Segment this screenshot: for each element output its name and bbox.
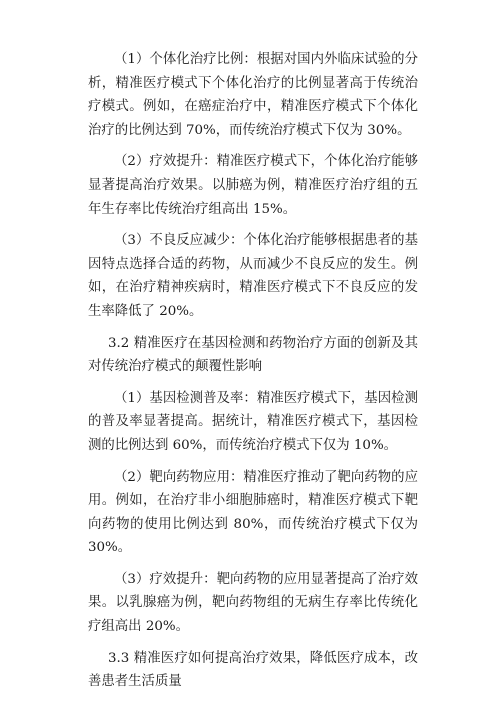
section-heading-3-3: 3.3 精准医疗如何提高治疗效果，降低医疗成本，改善患者生活质量 bbox=[88, 650, 418, 690]
paragraph-efficacy-improvement: （2）疗效提升：精准医疗模式下，个体化治疗能够显著提高治疗效果。以肺癌为例，精准医疗治疗组的五年生存率比传统治疗组高出 15%。 bbox=[88, 154, 418, 217]
section-heading-3-2: 3.2 精准医疗在基因检测和药物治疗方面的创新及其对传统治疗模式的颠覆性影响 bbox=[88, 335, 418, 375]
paragraph-targeted-drugs: （2）靶向药物应用：精准医疗推动了靶向药物的应用。例如，在治疗非小细胞肺癌时，精准医疗模式下靶向药物的使用比例达到 80%，而传统治疗模式下仅为 30%。 bbox=[88, 469, 418, 556]
paragraph-individualized-ratio: （1）个体化治疗比例：根据对国内外临床试验的分析，精准医疗模式下个体化治疗的比例显著高于传统治疗模式。例如，在癌症治疗中，精准医疗模式下个体化治疗的比例达到 70%，而传统治疗模式下仅为 30%。 bbox=[88, 52, 418, 138]
paragraph-targeted-efficacy: （3）疗效提升：靶向药物的应用显著提高了治疗效果。以乳腺癌为例，靶向药物组的无病生存率比传统化疗组高出 20%。 bbox=[88, 571, 418, 635]
paragraph-gene-testing-rate: （1）基因检测普及率：精准医疗模式下，基因检测的普及率显著提高。据统计，精准医疗模式下，基因检测的比例达到 60%，而传统治疗模式下仅为 10%。 bbox=[88, 390, 418, 453]
document-page bbox=[88, 48, 418, 702]
paragraph-adverse-reaction: （3）不良反应减少：个体化治疗能够根据患者的基因特点选择合适的药物，从而减少不良反应的发生。例如，在治疗精神疾病时，精准医疗模式下不良反应的发生率降低了 20%。 bbox=[88, 233, 418, 319]
